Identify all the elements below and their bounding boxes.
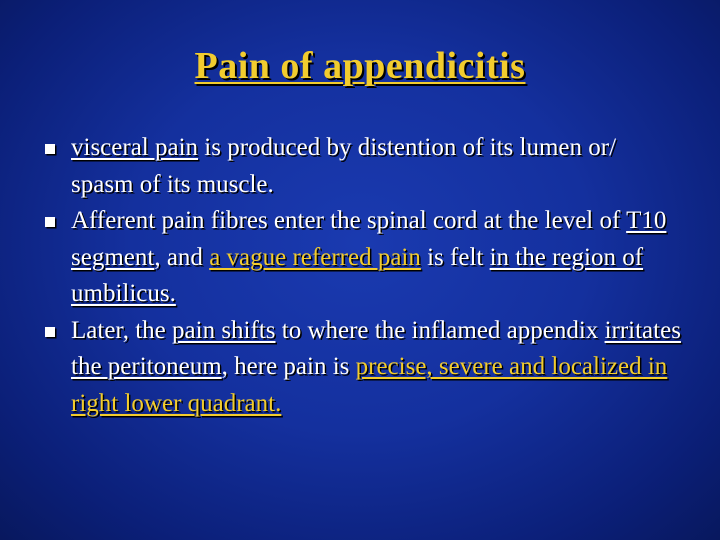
- underlined-phrase: pain shifts: [172, 316, 276, 344]
- underlined-phrase: in the region of umbilicus.: [71, 243, 644, 307]
- square-bullet-icon: [45, 217, 55, 227]
- underlined-phrase: visceral pain: [71, 134, 199, 161]
- bullet-text: , here pain is: [221, 353, 356, 380]
- bullet-text: is felt: [420, 243, 490, 271]
- bullet-text: Afferent pain fibres enter the spinal cord at the level of: [71, 207, 627, 234]
- highlighted-phrase: a vague referred pain: [209, 243, 421, 271]
- square-bullet-icon: [45, 327, 55, 337]
- underlined-phrase: T10 segment: [71, 207, 667, 271]
- highlighted-phrase: precise, severe and localized in right lower quadrant.: [71, 353, 668, 417]
- bullet-text: is produced by distention of its lumen or/ spasm of its muscle.: [71, 134, 617, 198]
- bullet-item: [44, 130, 684, 203]
- square-bullet-icon: [45, 144, 55, 154]
- bullet-text: Later, the: [71, 316, 173, 344]
- bullet-item: [44, 313, 684, 423]
- bullet-text: , and: [154, 243, 210, 271]
- bullet-item: [44, 203, 684, 313]
- underlined-phrase: irritates the peritoneum: [71, 316, 681, 380]
- slide-title: Pain of appendicitis: [194, 45, 526, 87]
- bullet-text: to where the inflamed appendix: [275, 316, 605, 344]
- bullet-list: [44, 130, 684, 422]
